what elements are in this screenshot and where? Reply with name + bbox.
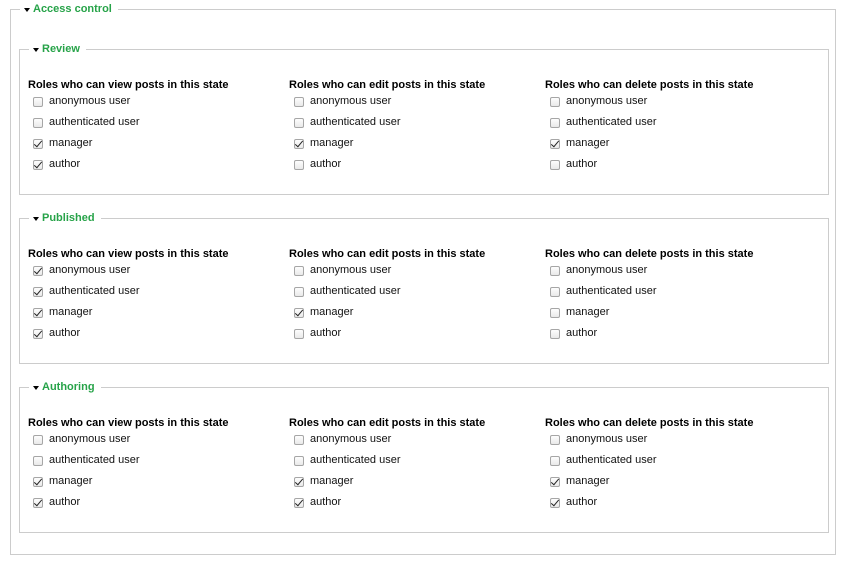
role-label[interactable]: author: [566, 158, 598, 170]
legend-authoring[interactable]: [29, 380, 101, 394]
role-label[interactable]: manager: [566, 137, 610, 149]
access-control-fieldset: [10, 3, 836, 555]
checkbox-unchecked[interactable]: [33, 435, 43, 445]
role-option[interactable]: [289, 451, 485, 472]
fieldset-authoring: [19, 381, 829, 533]
role-label[interactable]: anonymous user: [49, 264, 131, 276]
role-option[interactable]: [545, 113, 753, 134]
column-heading: Roles who can edit posts in this state: [289, 79, 486, 91]
role-label[interactable]: manager: [310, 306, 354, 318]
checkbox-checked[interactable]: [550, 498, 560, 508]
role-label[interactable]: manager: [49, 475, 93, 487]
role-option[interactable]: [289, 472, 485, 493]
role-label[interactable]: author: [310, 327, 342, 339]
role-option[interactable]: [289, 155, 485, 176]
role-label[interactable]: authenticated user: [310, 116, 401, 128]
fieldset-review: [19, 43, 829, 195]
checkbox-checked[interactable]: [33, 266, 43, 276]
checkbox-unchecked[interactable]: [550, 456, 560, 466]
role-label[interactable]: authenticated user: [49, 285, 140, 297]
role-label[interactable]: author: [566, 327, 598, 339]
checkbox-unchecked[interactable]: [33, 97, 43, 107]
role-option[interactable]: [545, 261, 753, 282]
column-heading: Roles who can edit posts in this state: [289, 417, 486, 429]
column-heading: Roles who can delete posts in this state: [545, 248, 754, 260]
checkbox-checked[interactable]: [550, 477, 560, 487]
checkbox-unchecked[interactable]: [33, 118, 43, 128]
role-option[interactable]: [289, 92, 485, 113]
section-title: Authoring: [42, 381, 95, 393]
checkbox-unchecked[interactable]: [550, 287, 560, 297]
checkbox-checked[interactable]: [33, 287, 43, 297]
checkbox-unchecked[interactable]: [550, 329, 560, 339]
role-option[interactable]: [28, 472, 229, 493]
role-option[interactable]: [28, 324, 229, 345]
checkbox-checked[interactable]: [33, 308, 43, 318]
role-label[interactable]: anonymous user: [49, 95, 131, 107]
role-label[interactable]: author: [49, 496, 81, 508]
role-label[interactable]: authenticated user: [566, 116, 657, 128]
checkbox-unchecked[interactable]: [550, 118, 560, 128]
legend-published[interactable]: [29, 211, 101, 225]
column-heading: Roles who can delete posts in this state: [545, 417, 754, 429]
role-label[interactable]: anonymous user: [566, 433, 648, 445]
checkbox-checked[interactable]: [33, 477, 43, 487]
role-label[interactable]: anonymous user: [49, 433, 131, 445]
column-heading: Roles who can view posts in this state: [28, 417, 229, 429]
section-title: Published: [42, 212, 95, 224]
role-label[interactable]: manager: [566, 306, 610, 318]
checkbox-unchecked[interactable]: [294, 435, 304, 445]
role-option[interactable]: [545, 134, 753, 155]
role-label[interactable]: anonymous user: [310, 433, 392, 445]
checkbox-unchecked[interactable]: [33, 456, 43, 466]
role-option[interactable]: [545, 451, 753, 472]
roles-column: [28, 417, 229, 514]
role-option[interactable]: [28, 155, 229, 176]
role-label[interactable]: author: [49, 327, 81, 339]
checkbox-unchecked[interactable]: [294, 456, 304, 466]
role-label[interactable]: author: [310, 496, 342, 508]
role-option[interactable]: [28, 113, 229, 134]
role-label[interactable]: authenticated user: [566, 285, 657, 297]
role-option[interactable]: [28, 430, 229, 451]
collapse-triangle-icon: [24, 8, 30, 12]
checkbox-unchecked[interactable]: [550, 97, 560, 107]
checkbox-unchecked[interactable]: [294, 97, 304, 107]
role-label[interactable]: authenticated user: [310, 454, 401, 466]
role-label[interactable]: anonymous user: [566, 264, 648, 276]
role-option[interactable]: [28, 282, 229, 303]
collapse-triangle-icon: [33, 217, 39, 221]
checkbox-checked[interactable]: [294, 308, 304, 318]
role-label[interactable]: author: [310, 158, 342, 170]
checkbox-unchecked[interactable]: [294, 329, 304, 339]
roles-column: [545, 79, 753, 176]
checkbox-unchecked[interactable]: [294, 266, 304, 276]
role-option[interactable]: [289, 493, 485, 514]
role-option[interactable]: [28, 303, 229, 324]
checkbox-unchecked[interactable]: [294, 287, 304, 297]
column-heading: Roles who can edit posts in this state: [289, 248, 486, 260]
role-option[interactable]: [289, 134, 485, 155]
role-label[interactable]: manager: [310, 475, 354, 487]
roles-column: [28, 248, 229, 345]
fieldset-published: [19, 212, 829, 364]
roles-column: [28, 79, 229, 176]
role-option[interactable]: [545, 282, 753, 303]
roles-column: [289, 417, 485, 514]
legend-review[interactable]: [29, 42, 86, 56]
role-option[interactable]: [289, 303, 485, 324]
role-option[interactable]: [545, 92, 753, 113]
checkbox-checked[interactable]: [33, 160, 43, 170]
checkbox-unchecked[interactable]: [550, 266, 560, 276]
checkbox-checked[interactable]: [294, 139, 304, 149]
role-label[interactable]: manager: [566, 475, 610, 487]
role-option[interactable]: [28, 451, 229, 472]
access-control-title: Access control: [33, 3, 112, 15]
role-option[interactable]: [28, 134, 229, 155]
role-option[interactable]: [545, 472, 753, 493]
role-option[interactable]: [289, 261, 485, 282]
role-label[interactable]: author: [49, 158, 81, 170]
role-label[interactable]: manager: [49, 306, 93, 318]
access-control-legend[interactable]: [20, 2, 118, 16]
role-option[interactable]: [545, 324, 753, 345]
role-option[interactable]: [289, 324, 485, 345]
column-heading: Roles who can view posts in this state: [28, 248, 229, 260]
roles-column: [289, 79, 485, 176]
role-label[interactable]: authenticated user: [49, 116, 140, 128]
checkbox-checked[interactable]: [33, 329, 43, 339]
role-option[interactable]: [545, 155, 753, 176]
role-label[interactable]: authenticated user: [566, 454, 657, 466]
role-label[interactable]: manager: [49, 137, 93, 149]
role-label[interactable]: authenticated user: [310, 285, 401, 297]
column-heading: Roles who can view posts in this state: [28, 79, 229, 91]
role-option[interactable]: [545, 493, 753, 514]
role-option[interactable]: [545, 303, 753, 324]
role-label[interactable]: anonymous user: [566, 95, 648, 107]
checkbox-checked[interactable]: [33, 139, 43, 149]
role-label[interactable]: author: [566, 496, 598, 508]
checkbox-unchecked[interactable]: [550, 160, 560, 170]
role-option[interactable]: [545, 430, 753, 451]
roles-column: [545, 417, 753, 514]
column-heading: Roles who can delete posts in this state: [545, 79, 754, 91]
role-label[interactable]: anonymous user: [310, 264, 392, 276]
checkbox-unchecked[interactable]: [550, 435, 560, 445]
checkbox-checked[interactable]: [294, 477, 304, 487]
checkbox-checked[interactable]: [294, 498, 304, 508]
collapse-triangle-icon: [33, 48, 39, 52]
roles-column: [289, 248, 485, 345]
checkbox-checked[interactable]: [33, 498, 43, 508]
role-option[interactable]: [289, 430, 485, 451]
collapse-triangle-icon: [33, 386, 39, 390]
role-option[interactable]: [28, 92, 229, 113]
role-label[interactable]: authenticated user: [49, 454, 140, 466]
role-option[interactable]: [289, 113, 485, 134]
role-label[interactable]: anonymous user: [310, 95, 392, 107]
checkbox-unchecked[interactable]: [294, 118, 304, 128]
role-option[interactable]: [28, 261, 229, 282]
checkbox-checked[interactable]: [550, 139, 560, 149]
role-label[interactable]: manager: [310, 137, 354, 149]
role-option[interactable]: [289, 282, 485, 303]
checkbox-unchecked[interactable]: [294, 160, 304, 170]
roles-column: [545, 248, 753, 345]
role-option[interactable]: [28, 493, 229, 514]
section-title: Review: [42, 43, 80, 55]
checkbox-unchecked[interactable]: [550, 308, 560, 318]
